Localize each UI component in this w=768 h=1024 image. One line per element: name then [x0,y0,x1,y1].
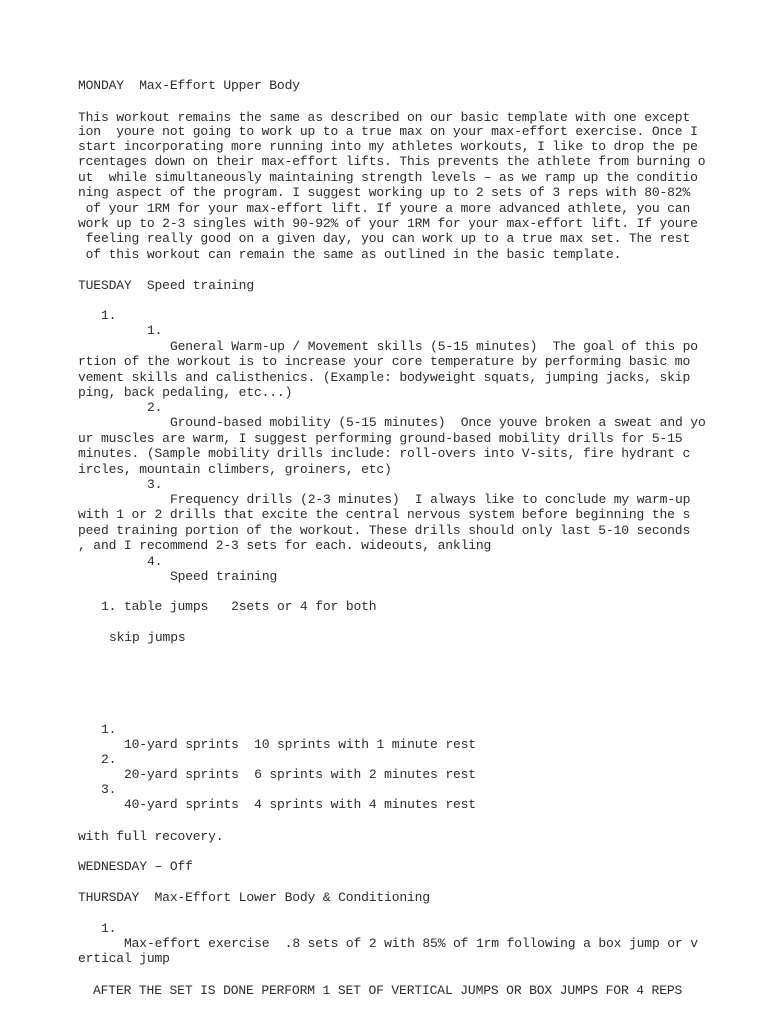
list-item-line: ircles, mountain climbers, groiners, etc) [78,462,392,477]
list-item-line: Speed training [170,569,278,584]
sprint-item: 10-yard sprints 10 sprints with 1 minute rest [124,737,476,752]
monday-paragraph-line: ut while simultaneously maintaining strength levels – as we ramp up the conditio [78,170,698,185]
sprint-item: 20-yard sprints 6 sprints with 2 minutes rest [124,767,476,782]
after-set-line: AFTER THE SET IS DONE PERFORM 1 SET OF VERTICAL JUMPS OR BOX JUMPS FOR 4 REPS [93,983,683,998]
monday-paragraph-line: ning aspect of the program. I suggest working up to 2 sets of 3 reps with 80-82% [78,185,691,200]
list-item-line: peed training portion of the workout. These drills should only last 5-10 seconds [78,523,691,538]
list-marker: 3. [147,477,163,492]
list-marker: 1. [101,921,117,936]
monday-heading: MONDAY Max-Effort Upper Body [78,78,300,93]
monday-paragraph-line: start incorporating more running into my athletes workouts, I like to drop the pe [78,139,698,154]
monday-paragraph-line: This workout remains the same as described on our basic template with one except [78,110,691,125]
full-recovery-line: with full recovery. [78,829,224,844]
list-marker: 1. [101,722,117,737]
list-item-line: Frequency drills (2-3 minutes) I always like to conclude my warm-up [170,492,691,507]
list-marker: 2. [101,752,117,767]
sprint-item: 40-yard sprints 4 sprints with 4 minutes rest [124,797,476,812]
list-item-line: vement skills and calisthenics. (Example: bodyweight squats, jumping jacks, skip [78,370,691,385]
list-item-line: ur muscles are warm, I suggest performing ground-based mobility drills for 5-15 [78,431,683,446]
wednesday-heading: WEDNESDAY – Off [78,859,193,874]
monday-paragraph-line: feeling really good on a given day, you can work up to a true max set. The rest [78,231,691,246]
list-marker: 2. [147,400,163,415]
list-item-line: ping, back pedaling, etc...) [78,385,293,400]
list-item-line: minutes. (Sample mobility drills include: roll-overs into V-sits, fire hydrant c [78,446,691,461]
list-item-line: rtion of the workout is to increase your core temperature by performing basic mo [78,354,691,369]
monday-paragraph-line: of this workout can remain the same as outlined in the basic template. [78,247,622,262]
list-item-line: ertical jump [78,951,170,966]
list-marker: 1. [101,308,117,323]
table-jumps-line: 1. table jumps 2sets or 4 for both [101,599,377,614]
list-marker: 4. [147,554,163,569]
monday-paragraph-line: rcentages down on their max-effort lifts. This prevents the athlete from burning o [78,154,706,169]
list-item-line: with 1 or 2 drills that excite the central nervous system before beginning the s [78,507,691,522]
monday-paragraph-line: work up to 2-3 singles with 90-92% of your 1RM for your max-effort lift. If youre [78,216,698,231]
list-item-line: Ground-based mobility (5-15 minutes) Once youve broken a sweat and yo [170,415,706,430]
thursday-heading: THURSDAY Max-Effort Lower Body & Conditioning [78,890,430,905]
skip-jumps-line: skip jumps [109,630,186,645]
list-item-line: Max-effort exercise .8 sets of 2 with 85% of 1rm following a box jump or v [124,936,698,951]
list-item-line: , and I recommend 2-3 sets for each. wideouts, ankling [78,538,492,553]
list-marker: 3. [101,782,117,797]
monday-paragraph-line: ion youre not going to work up to a true max on your max-effort exercise. Once I [78,124,698,139]
list-item-line: General Warm-up / Movement skills (5-15 minutes) The goal of this po [170,339,698,354]
tuesday-heading: TUESDAY Speed training [78,278,254,293]
monday-paragraph-line: of your 1RM for your max-effort lift. If youre a more advanced athlete, you can [78,201,691,216]
list-marker: 1. [147,323,163,338]
